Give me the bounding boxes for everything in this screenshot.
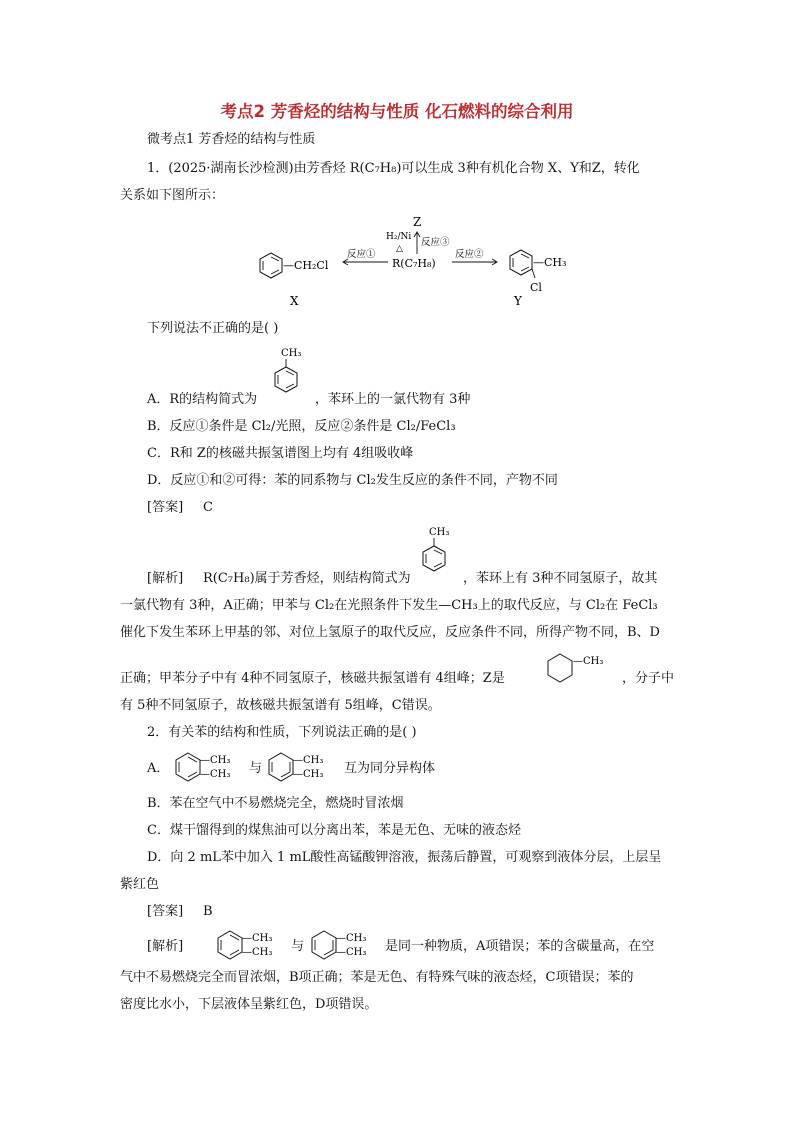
q2-option-d-line2: 紫红色	[120, 877, 160, 892]
q2-stem: 2．有关苯的结构和性质，下列说法正确的是( )	[147, 725, 417, 740]
methyl-label: —CH₃	[200, 755, 231, 766]
xylene-structure-2	[265, 750, 340, 786]
xylene-structure-1	[172, 750, 247, 786]
methyl-label: —CH₃	[242, 947, 273, 958]
toluene-ch3-label-2: CH₃	[429, 527, 450, 538]
methyl-label: —CH₃	[293, 755, 324, 766]
y-methyl: —CH₃	[533, 256, 567, 269]
methyl-label: —CH₃	[336, 933, 367, 944]
q2-option-b: B．苯在空气中不易燃烧完全，燃烧时冒浓烟	[147, 796, 404, 811]
section-heading: 微考点1 芳香烃的结构与性质	[147, 132, 316, 147]
q1-explanation-label: [解析]	[147, 571, 184, 586]
q1-option-d: D．反应①和②可得：苯的同系物与 Cl₂发生反应的条件不同，产物不同	[147, 473, 558, 488]
toluene-ch3-label: CH₃	[281, 348, 302, 359]
q1-option-c: C．R和 Z的核磁共振氢谱图上均有 4组吸收峰	[147, 446, 414, 461]
q1-explanation-line1a: R(C₇H₈)属于芳香烃，则结构简式为	[203, 571, 411, 586]
q2-option-a-post: 互为同分异构体	[344, 761, 436, 776]
q1-option-a-post: ，苯环上的一氯代物有 3种	[315, 392, 471, 407]
q1-explanation-line4b: ，分子中	[622, 671, 675, 686]
r-formula: R(C₇H₈)	[392, 257, 436, 270]
benzene-ring-y	[510, 250, 535, 278]
q1-option-a-pre: A．R的结构简式为	[147, 392, 258, 407]
heat-symbol: △	[396, 244, 403, 254]
x-label: X	[290, 294, 299, 308]
q2-explanation-line1: 是同一种物质，A项错误；苯的含碳量高，在空	[385, 939, 655, 954]
q1-explanation-line5: 有 5种不同氢原子，故核磁共振氢谱有 5组峰，C错误。	[120, 698, 441, 713]
x-substituent: —CH₂Cl	[283, 259, 329, 272]
q1-explanation-line4a: 正确；甲苯分子中有 4种不同氢原子，核磁共振氢谱有 4组峰；Z是	[120, 671, 505, 686]
y-chlorine: Cl	[530, 281, 542, 294]
reaction-2-label: 反应②	[455, 249, 484, 260]
q1-stem-line1: 1．(2025·湖南长沙检测)由芳香烃 R(C₇H₈)可以生成 3种有机化合物 X、Y和Z，转化	[147, 161, 640, 176]
xylene-structure-4	[308, 928, 383, 964]
q1-explanation-line2: 一氯代物有 3种，A正确；甲苯与 Cl₂在光照条件下发生—CH₃上的取代反应，与 Cl₂在 FeCl₃	[120, 598, 658, 613]
q2-option-c: C．煤干馏得到的煤焦油可以分离出苯，苯是无色、无味的液态烃	[147, 823, 521, 838]
benzene-ring-x	[260, 253, 282, 278]
reaction-1-label: 反应①	[347, 249, 376, 260]
methyl-label: —CH₃	[336, 947, 367, 958]
reaction-3-label: 反应③	[421, 237, 450, 248]
page-title: 考点2 芳香烃的结构与性质 化石燃料的综合利用	[220, 102, 574, 121]
methyl-label: —CH₃	[242, 933, 273, 944]
y-label: Y	[514, 294, 522, 308]
methylcyclohexane-structure	[540, 650, 630, 690]
q2-answer-label: [答案]	[147, 904, 184, 919]
q2-option-d-line1: D．向 2 mL苯中加入 1 mL酸性高锰酸钾溶液，振荡后静置，可观察到液体分层，上层呈	[147, 850, 662, 865]
q2-with-1: 与	[249, 761, 263, 776]
q1-answer-label: [答案]	[147, 500, 184, 515]
q1-stem-line2: 关系如下图所示：	[120, 188, 225, 203]
q2-explanation-label: [解析]	[147, 939, 184, 954]
q1-answer-value: C	[203, 500, 213, 515]
q2-explanation-line2: 气中不易燃烧完全而冒浓烟，B项正确；苯是无色、有特殊气味的液态烃，C项错误；苯的	[120, 970, 634, 985]
q2-with-2: 与	[291, 939, 305, 954]
methyl-label: —CH₃	[200, 769, 231, 780]
q2-option-a-label: A．	[147, 761, 170, 776]
q2-explanation-line3: 密度比水小，下层液体呈紫红色，D项错误。	[120, 997, 378, 1012]
xylene-structure-3	[214, 928, 289, 964]
q1-prompt: 下列说法不正确的是( )	[147, 321, 279, 336]
z-label: Z	[413, 215, 422, 229]
q2-answer-value: B	[203, 904, 213, 919]
methyl-label: —CH₃	[293, 769, 324, 780]
q1-explanation-line1b: ，苯环上有 3种不同氢原子，故其	[463, 571, 658, 586]
catalyst-label: H₂/Ni	[386, 232, 412, 242]
cyclohexane-ch3-label: —CH₃	[573, 656, 604, 667]
q1-option-b: B．反应①条件是 Cl₂/光照，反应②条件是 Cl₂/FeCl₃	[147, 419, 456, 434]
q1-explanation-line3: 催化下发生苯环上甲基的邻、对位上氢原子的取代反应，反应条件不同，所得产物不同，B、D	[120, 625, 660, 640]
